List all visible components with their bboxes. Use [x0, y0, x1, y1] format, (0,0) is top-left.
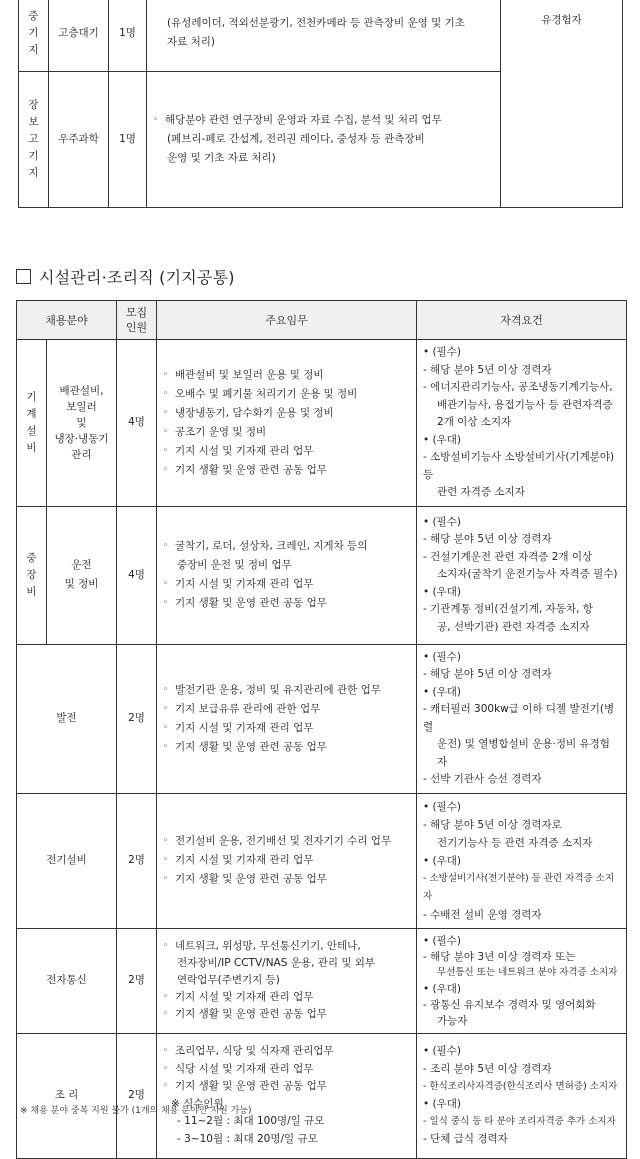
table-row: [17, 644, 627, 793]
group-cell: 기 계 설 비: [17, 340, 47, 507]
duties-cell: ◦ 네트워크, 위성망, 무선통신기기, 안테나, 전자장비/IP CCTV/NAS 운용, 관리 및 외부 연락업무(주변기지 등) ◦ 기지 시설 및 기자재 관리 업무 ◦ 기지 생활 및 운영 관련 공동 업무: [157, 928, 417, 1033]
count-cell: 1명: [109, 72, 147, 208]
header-field: 채용분야: [17, 301, 117, 340]
field-cell: 전자통신: [17, 928, 117, 1033]
table-row: [17, 793, 627, 928]
group-cell: 중 장 비: [17, 506, 47, 644]
duties-cell: ◦ 해당분야 관련 연구장비 운영과 자료 수집, 분석 및 처리 업무 (페브리-페로 간섭계, 전리권 레이다, 중성자 등 관측장비 운영 및 기초 자료 처리): [147, 72, 501, 208]
duties-cell: ◦ 전기설비 운용, 전기배선 및 전자기기 수리 업무 ◦ 기지 시설 및 기자재 관리 업무 ◦ 기지 생활 및 운영 관련 공동 업무: [157, 793, 417, 928]
field-cell: 발전: [17, 644, 117, 793]
qual-cell: • (필수) - 해당 분야 5년 이상 경력자 - 건설기계운전 관련 자격증 2개 이상 소지자(굴착기 운전기능사 자격증 필수) • (우대) - 기관계통 정비(건설기계, 자동차, 항 공, 선박기관) 관련 자격증 소지자: [417, 506, 627, 644]
table-row: [17, 1033, 627, 1158]
table-row: [19, 0, 623, 72]
count-cell: 4명: [117, 340, 157, 507]
count-cell: 2명: [117, 1033, 157, 1158]
section-title: 시설관리·조리직 (기지공통): [16, 265, 235, 288]
footnote: ※ 채용 분야 중복 지원 불가 (1개의 채용 분야만 지원 가능): [20, 1106, 252, 1116]
qual-cell: 유경험자: [501, 0, 623, 208]
field-cell: 배관설비, 보일러 및 냉장·냉동기 관리: [47, 340, 117, 507]
duties-cell: ◦ 발전기관 운용, 정비 및 유지관리에 관한 업무 ◦ 기지 보급유류 관리에 관한 업무 ◦ 기지 시설 및 기자재 관리 업무 ◦ 기지 생활 및 운영 관련 공동 업무: [157, 644, 417, 793]
group-cell: 장 보 고 기 지: [19, 72, 49, 208]
duties-cell: (유성레이더, 적외선분광기, 전천카메라 등 관측장비 운영 및 기초 자료 처리): [147, 0, 501, 72]
field-cell: 전기설비: [17, 793, 117, 928]
header-qual: 자격요건: [417, 301, 627, 340]
table-header-row: [17, 301, 627, 340]
count-cell: 2명: [117, 644, 157, 793]
duties-cell: ◦ 배관설비 및 보일러 운용 및 정비 ◦ 오배수 및 폐기물 처리기기 운용 및 정비 ◦ 냉장냉동기, 담수화기 운용 및 정비 ◦ 공조기 운영 및 정비 ◦ 기지 시설 및 기자재 관리 업무 ◦ 기지 생활 및 운영 관련 공동 업무: [157, 340, 417, 507]
table-row: [17, 506, 627, 644]
qual-cell: • (필수) - 조리 분야 5년 이상 경력자 - 한식조리사자격증(한식조리사 면허증) 소지자 • (우대) - 일식 중식 등 타 분야 조리자격증 추가 소지자 - 단체 급식 경력자: [417, 1033, 627, 1158]
duties-cell: ◦ 조리업무, 식당 및 식자재 관리업무 ◦ 식당 시설 및 기자재 관리 업무 ◦ 기지 생활 및 운영 관련 공동 업무 ※ 식수인원 - 11~2월 : 최대 100명/일 규모 - 3~10월 : 최대 20명/일 규모: [157, 1033, 417, 1158]
field-cell: 우주과학: [49, 72, 109, 208]
count-cell: 4명: [117, 506, 157, 644]
duties-cell: ◦ 굴착기, 로더, 설상차, 크레인, 지게차 등의 중장비 운전 및 정비 업무 ◦ 기지 시설 및 기자재 관리 업무 ◦ 기지 생활 및 운영 관련 공동 업무: [157, 506, 417, 644]
field-cell: 조 리: [17, 1033, 117, 1158]
main-table: [16, 300, 627, 1159]
table-row: [17, 340, 627, 507]
qual-cell: • (필수) - 해당 분야 5년 이상 경력자 - 에너지관리기능사, 공조냉동기계기능사, 배관기능사, 용접기능사 등 관련자격증 2개 이상 소지자 • (우대) - 소방설비기능사 소방설비기사(기계분야) 등 관련 자격증 소지자: [417, 340, 627, 507]
top-table: [18, 0, 623, 208]
header-duties: 주요임무: [157, 301, 417, 340]
group-cell: 중 기 지: [19, 0, 49, 72]
count-cell: 2명: [117, 793, 157, 928]
header-count: 모집 인원: [117, 301, 157, 340]
count-cell: 1명: [109, 0, 147, 72]
checkbox-square-icon: [16, 269, 31, 284]
table-row: [17, 928, 627, 1033]
field-cell: 고층대기: [49, 0, 109, 72]
qual-cell: • (필수) - 해당 분야 5년 이상 경력자로 전기기능사 등 관련 자격증 소지자 • (우대) - 소방설비기사(전기분야) 등 관련 자격증 소지자 - 수배전 설비 운영 경력자: [417, 793, 627, 928]
qual-cell: • (필수) - 해당 분야 3년 이상 경력자 또는 무선통신 또는 네트워크 분야 자격증 소지자 • (우대) - 광통신 유지보수 경력자 및 영어회화 가능자: [417, 928, 627, 1033]
field-cell: 운전 및 정비: [47, 506, 117, 644]
count-cell: 2명: [117, 928, 157, 1033]
qual-cell: • (필수) - 해당 분야 5년 이상 경력자 • (우대) - 캐터필러 300kw급 이하 디젤 발전기(병렬 운전) 및 열병합설비 운용·정비 유경험자 - 선박 기관사 승선 경력자: [417, 644, 627, 793]
